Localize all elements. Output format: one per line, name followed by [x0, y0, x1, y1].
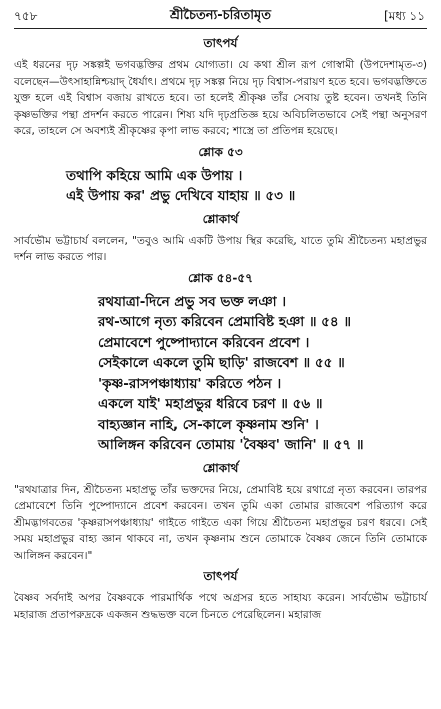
- header-rule: [14, 28, 427, 29]
- translation-heading: শ্লোকার্থ: [202, 460, 239, 475]
- translation-text: "রথযাত্রার দিন, শ্রীচৈতন্য মহাপ্রভু তাঁর ভক্তদের নিয়ে, প্রেমাবিষ্ট হয়ে রথাগ্রে নৃত্য করবেন। তারপর প্রেমাবেশে তিনি পুষ্পোদ্যানে প্রবেশ করবেন। তখন তুমি একা তোমার রাজবেশ পরিত্যাগ করে শ্রীমদ্ভাগবতের 'কৃষ্ণরাসপঞ্চাধ্যায়' গাইতে গাইতে একা গিয়ে শ্রীচৈতন্য মহাপ্রভুর চরণ ধরবে। সেই সময় মহাপ্রভুর বাহ্য জ্ঞান থাকবে না, তখন কৃষ্ণনাম শুনে তোমাকে বৈষ্ণব জেনে তিনি তোমাকে আলিঙ্গন করবেন।": [14, 483, 427, 562]
- verse-line: আলিঙ্গন করিবেন তোমায় 'বৈষ্ণব' জানি' ॥ ৫৭ ॥: [98, 437, 364, 453]
- translation-heading: শ্লোকার্থ: [202, 211, 239, 226]
- verse-line: বাহ্যজ্ঞান নাহি, সে-কালে কৃষ্ণনাম শুনি' ।: [98, 416, 319, 433]
- purport-heading: তাৎপর্য: [203, 569, 238, 583]
- page-number: ৭৫৮: [14, 9, 38, 23]
- verse-heading: শ্লোক ৫৩: [198, 144, 243, 159]
- verse-line: রথযাত্রা-দিনে প্রভু সব ভক্ত লঞা ।: [98, 293, 287, 310]
- verse-line: প্রেমাবেশে পুষ্পোদ্যানে করিবেন প্রবেশ ।: [98, 334, 310, 351]
- verse-line: রথ-আগে নৃত্য করিবেন প্রেমাবিষ্ট হঞা ॥ ৫৪ ॥: [98, 314, 352, 330]
- purport-text: বৈষ্ণব সর্বদাই অপর বৈষ্ণবকে পারমার্থিক পথে অগ্রসর হতে সাহায্য করেন। সার্বভৌম ভট্টাচার্য মহারাজ প্রতাপরুদ্রকে একজন শুদ্ধভক্ত বলে চিনতে পেরেছিলেন। মহারাজ: [14, 592, 427, 621]
- verse-line: সেইকালে একলে তুমি ছাড়ি' রাজবেশ ॥ ৫৫ ॥: [98, 355, 345, 371]
- verse-text: [14, 166, 427, 207]
- verse-line: তথাপি কহিয়ে আমি এক উপায় ।: [66, 167, 243, 184]
- chapter-section: [মধ্য ১১: [384, 9, 425, 23]
- page-header: [14, 6, 427, 28]
- verse-line: এই উপায় কর' প্রভু দেখিবে যাহায় ॥ ৫৩ ॥: [66, 188, 296, 204]
- book-page: [0, 6, 441, 709]
- verse-line: একলে যাই' মহাপ্রভুর ধরিবে চরণ ॥ ৫৬ ॥: [98, 396, 323, 412]
- verse-heading: শ্লোক ৫৪-৫৭: [188, 270, 253, 285]
- verse-text: [14, 292, 427, 456]
- purport-heading: তাৎপর্য: [203, 36, 238, 50]
- book-title: শ্রীচৈতন্য-চরিতামৃত: [169, 8, 272, 23]
- purport-text: এই ধরনের দৃঢ় সঙ্কল্পই ভগবদ্ভক্তির প্রথম যোগ্যতা। যে কথা শ্রীল রূপ গোস্বামী (উপদেশামৃত-৩) বলেছেন—উৎসাহান্নিশ্চয়াদ্ ধৈর্যাৎ। প্রথমে দৃঢ় সঙ্কল্প নিয়ে দৃঢ় বিশ্বাস-পরায়ণ হতে হবে। ভগবদ্ভক্তিতে যুক্ত হলে এই বিশ্বাস বজায় রাখতে হবে। তা হলেই শ্রীকৃষ্ণ তাঁর সেবায় তুষ্ট হবেন। তখনই তিনি কৃষ্ণভক্তির পন্থা প্রদর্শন করতে পারেন। শিষ্য যদি দৃঢ়প্রতিজ্ঞ হয়ে অবিচলিতভাবে সেই পন্থা অনুসরণ করে, তাহলে সে অবশ্যই শ্রীকৃষ্ণের কৃপা লাভ করবে; শাস্ত্রে তা প্রতিপন্ন হয়েছে।: [14, 59, 427, 137]
- verse-line: 'কৃষ্ণ-রাসপঞ্চাধ্যায়' করিতে পঠন ।: [98, 375, 282, 392]
- translation-text: সার্বভৌম ভট্টাচার্য বললেন, "তবুও আমি একটি উপায় স্থির করেছি, যাতে তুমি শ্রীচৈতন্য মহাপ্রভুর দর্শন লাভ করতে পার।: [14, 234, 427, 263]
